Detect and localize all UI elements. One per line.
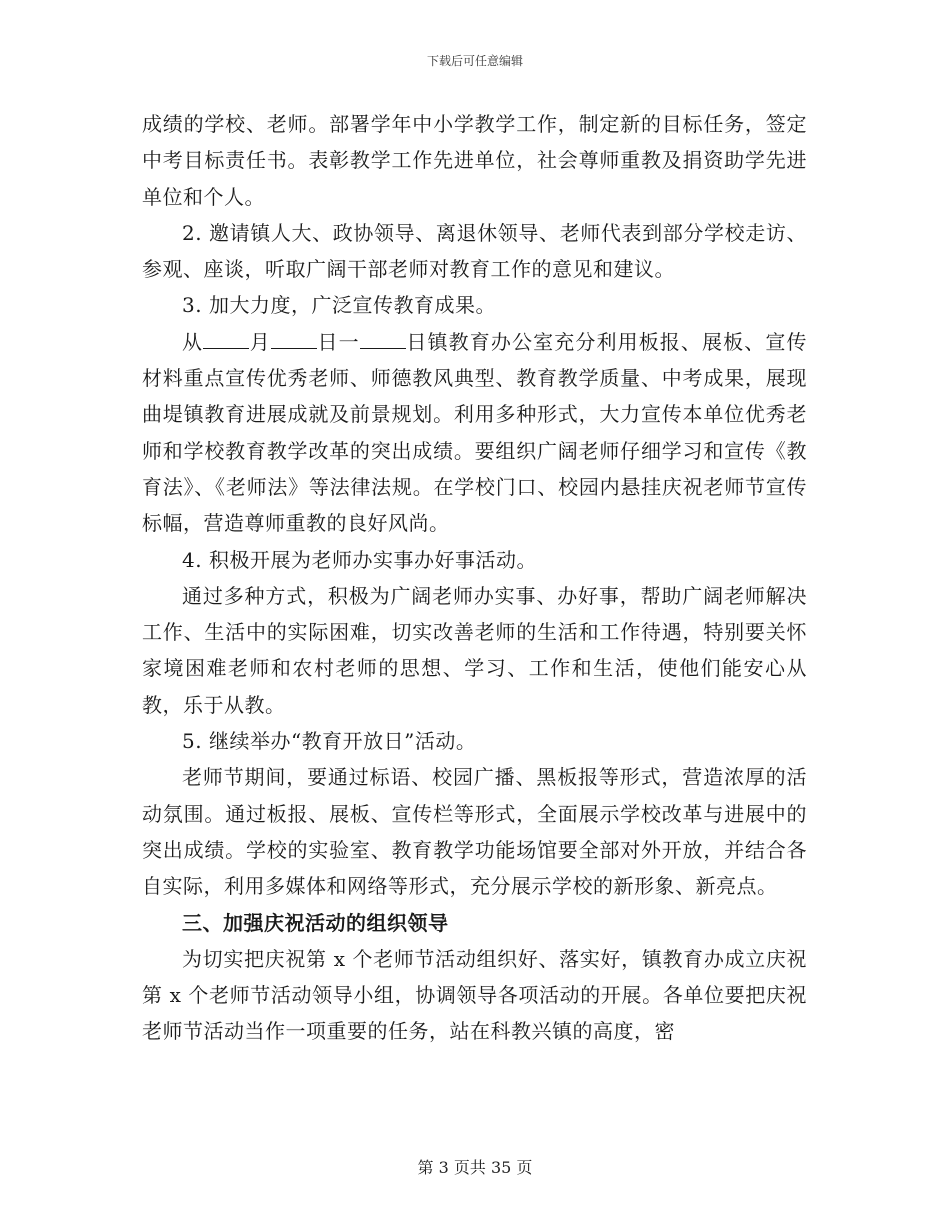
fill-blank — [203, 330, 249, 349]
text-segment: 从 — [182, 329, 204, 354]
paragraph: 为切实把庆祝第 x 个老师节活动组织好、落实好，镇教育办成立庆祝第 x 个老师节活动领导小组，协调领导各项活动的开展。各单位要把庆祝老师节活动当作一项重要的任务，站在科教兴镇的高度，密 — [142, 946, 807, 1044]
paragraph: 老师节期间，要通过标语、校园广播、黑板报等形式，营造浓厚的活动氛围。通过板报、展板、宣传栏等形式，全面展示学校改革与进展中的突出成绩。学校的实验室、教育教学功能场馆要全部对外开放，并结合各自实际，利用多媒体和网络等形式，充分展示学校的新形象、新亮点。 — [142, 765, 807, 899]
numbered-item-3: 3. 加大力度，广泛宣传教育成果。 — [182, 293, 496, 318]
text-segment: 日镇教育办公室充分利用板报、展板、宣传材料重点宣传优秀老师、师德教风典型、教育教学质量、中考成果，展现曲堤镇教育进展成就及前景规划。利用多种形式，大力宣传本单位优秀老师和学校教育教学改革的突出成绩。要组织广阔老师仔细学习和宣传《教育法》、《老师法》等法律法规。在学校门口、校园内悬挂庆祝老师节宣传标幅，营造尊师重教的良好风尚。 — [142, 329, 808, 536]
paragraph: 通过多种方式，积极为广阔老师办实事、办好事，帮助广阔老师解决工作、生活中的实际困难，切实改善老师的生活和工作待遇，特别要关怀家境困难老师和农村老师的思想、学习、工作和生活，使他们能安心从教，乐于从教。 — [142, 583, 807, 717]
page-header: 下载后可任意编辑 — [426, 54, 523, 68]
numbered-item-4: 4. 积极开展为老师办实事办好事活动。 — [182, 547, 537, 572]
paragraph: 成绩的学校、老师。部署学年中小学教学工作，制定新的目标任务，签定中考目标责任书。表彰教学工作先进单位，社会尊师重教及捐资助学先进单位和个人。 — [142, 112, 807, 209]
section-heading: 三、加强庆祝活动的组织领导 — [182, 910, 449, 935]
fill-blank — [271, 330, 317, 349]
document-body — [142, 106, 807, 1050]
text-segment: 月 — [249, 329, 271, 354]
numbered-item-5: 5. 继续举办“教育开放日”活动。 — [182, 729, 477, 754]
numbered-item-2: 2. 邀请镇人大、政协领导、离退休领导、老师代表到部分学校走访、参观、座谈，听取广阔干部老师对教育工作的意见和建议。 — [142, 220, 807, 282]
page-number: 第 3 页共 35 页 — [417, 1158, 533, 1177]
text-segment: 日一 — [316, 329, 360, 354]
fill-blank — [360, 330, 406, 349]
paragraph-with-blanks — [142, 324, 807, 542]
